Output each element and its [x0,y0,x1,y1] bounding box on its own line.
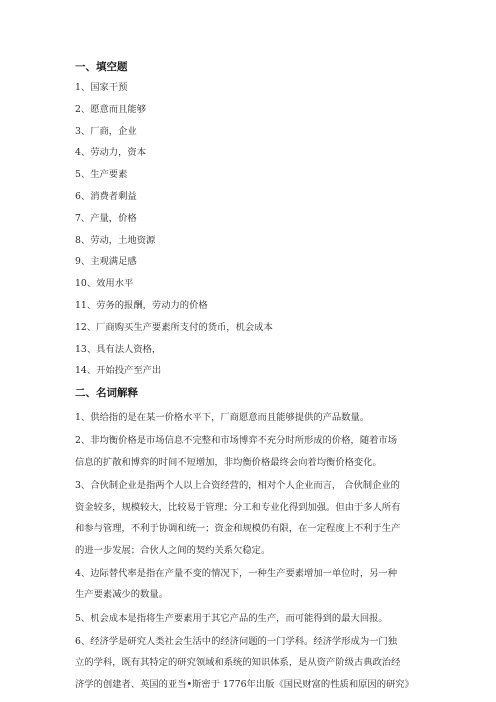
fill-blank-list [75,81,435,378]
paragraph-line: 5、机会成本是指将生产要素用于其它产品的生产，而可能得到的最大回报。 [75,612,388,624]
paragraph-line: 6、经济学是研究人类社会生活中的经济问题的一门学科。经济学形成为一门独 [75,635,398,647]
paragraph-line: 资金较多，规模较大，比较易于管理；分工和专业化得到加强。但由于多人所有 [75,501,401,513]
term-definition-5 [75,608,435,630]
list-item: 3、厂商，企业 [75,125,137,137]
paragraph-line: 4、边际替代率是指在产量不变的情况下，一种生产要素增加一单位时，另一种 [75,567,398,579]
list-item: 4、劳动力，资本 [75,147,146,159]
paragraph-line: 的进一步发展；合伙人之间的契约关系欠稳定。 [75,544,271,556]
paragraph-line: 2、非均衡价格是市场信息不完整和市场博弈不充分时所形成的价格，随着市场 [75,435,398,447]
list-item: 7、产量，价格 [75,212,137,224]
section-heading-fill-blank: 一、填空题 [75,61,128,73]
list-item: 12、厂商购买生产要素所支付的货币，机会成本 [75,321,273,333]
list-item: 5、生产要素 [75,169,128,181]
list-item: 2、愿意而且能够 [75,103,146,115]
term-definition-4 [75,563,435,606]
list-item: 11、劳务的报酬，劳动力的价格 [75,299,208,311]
paragraph-line: 3、合伙制企业是指两个人以上合资经营的，相对个人企业而言， 合伙制企业的 [75,479,400,491]
paragraph-line: 生产要素减少的数量。 [75,589,168,601]
paragraph-line: 济学的创建者、英国的亚当•斯密于 1776年出版《国民财富的性质和原因的研究》 [75,678,414,690]
list-item: 9、主观满足感 [75,256,137,268]
paragraph-line: 1、供给指的是在某一价格水平下，厂商愿意而且能够提供的产品数量。 [75,412,370,424]
paragraph-line: 立的学科，既有其特定的研究领域和系统的知识体系，是从资产阶级古典政治经 [75,657,401,669]
term-definition-2 [75,430,435,473]
answer-key-content [75,60,435,697]
section-heading-terms: 二、名词解释 [75,387,138,400]
paragraph-line: 信息的扩散和博弈的时间不短增加，非均衡价格最终会向着均衡价格变化。 [75,456,382,468]
term-definition-6 [75,631,435,696]
term-definition-list [75,407,435,695]
term-definition-3 [75,475,435,561]
paragraph-line: 和参与管理，不利于协调和统一；资金和规模仍有限，在一定程度上不利于生产 [75,523,401,535]
list-item: 14、开始投产至产出 [75,365,162,377]
term-definition-1 [75,407,435,429]
list-item: 8、劳动，土地资源 [75,234,156,246]
list-item: 1、国家干预 [75,82,128,93]
list-item: 6、消费者剩益 [75,190,137,202]
list-item: 10、效用水平 [75,278,134,290]
list-item: 13、具有法人资格， [75,343,162,355]
